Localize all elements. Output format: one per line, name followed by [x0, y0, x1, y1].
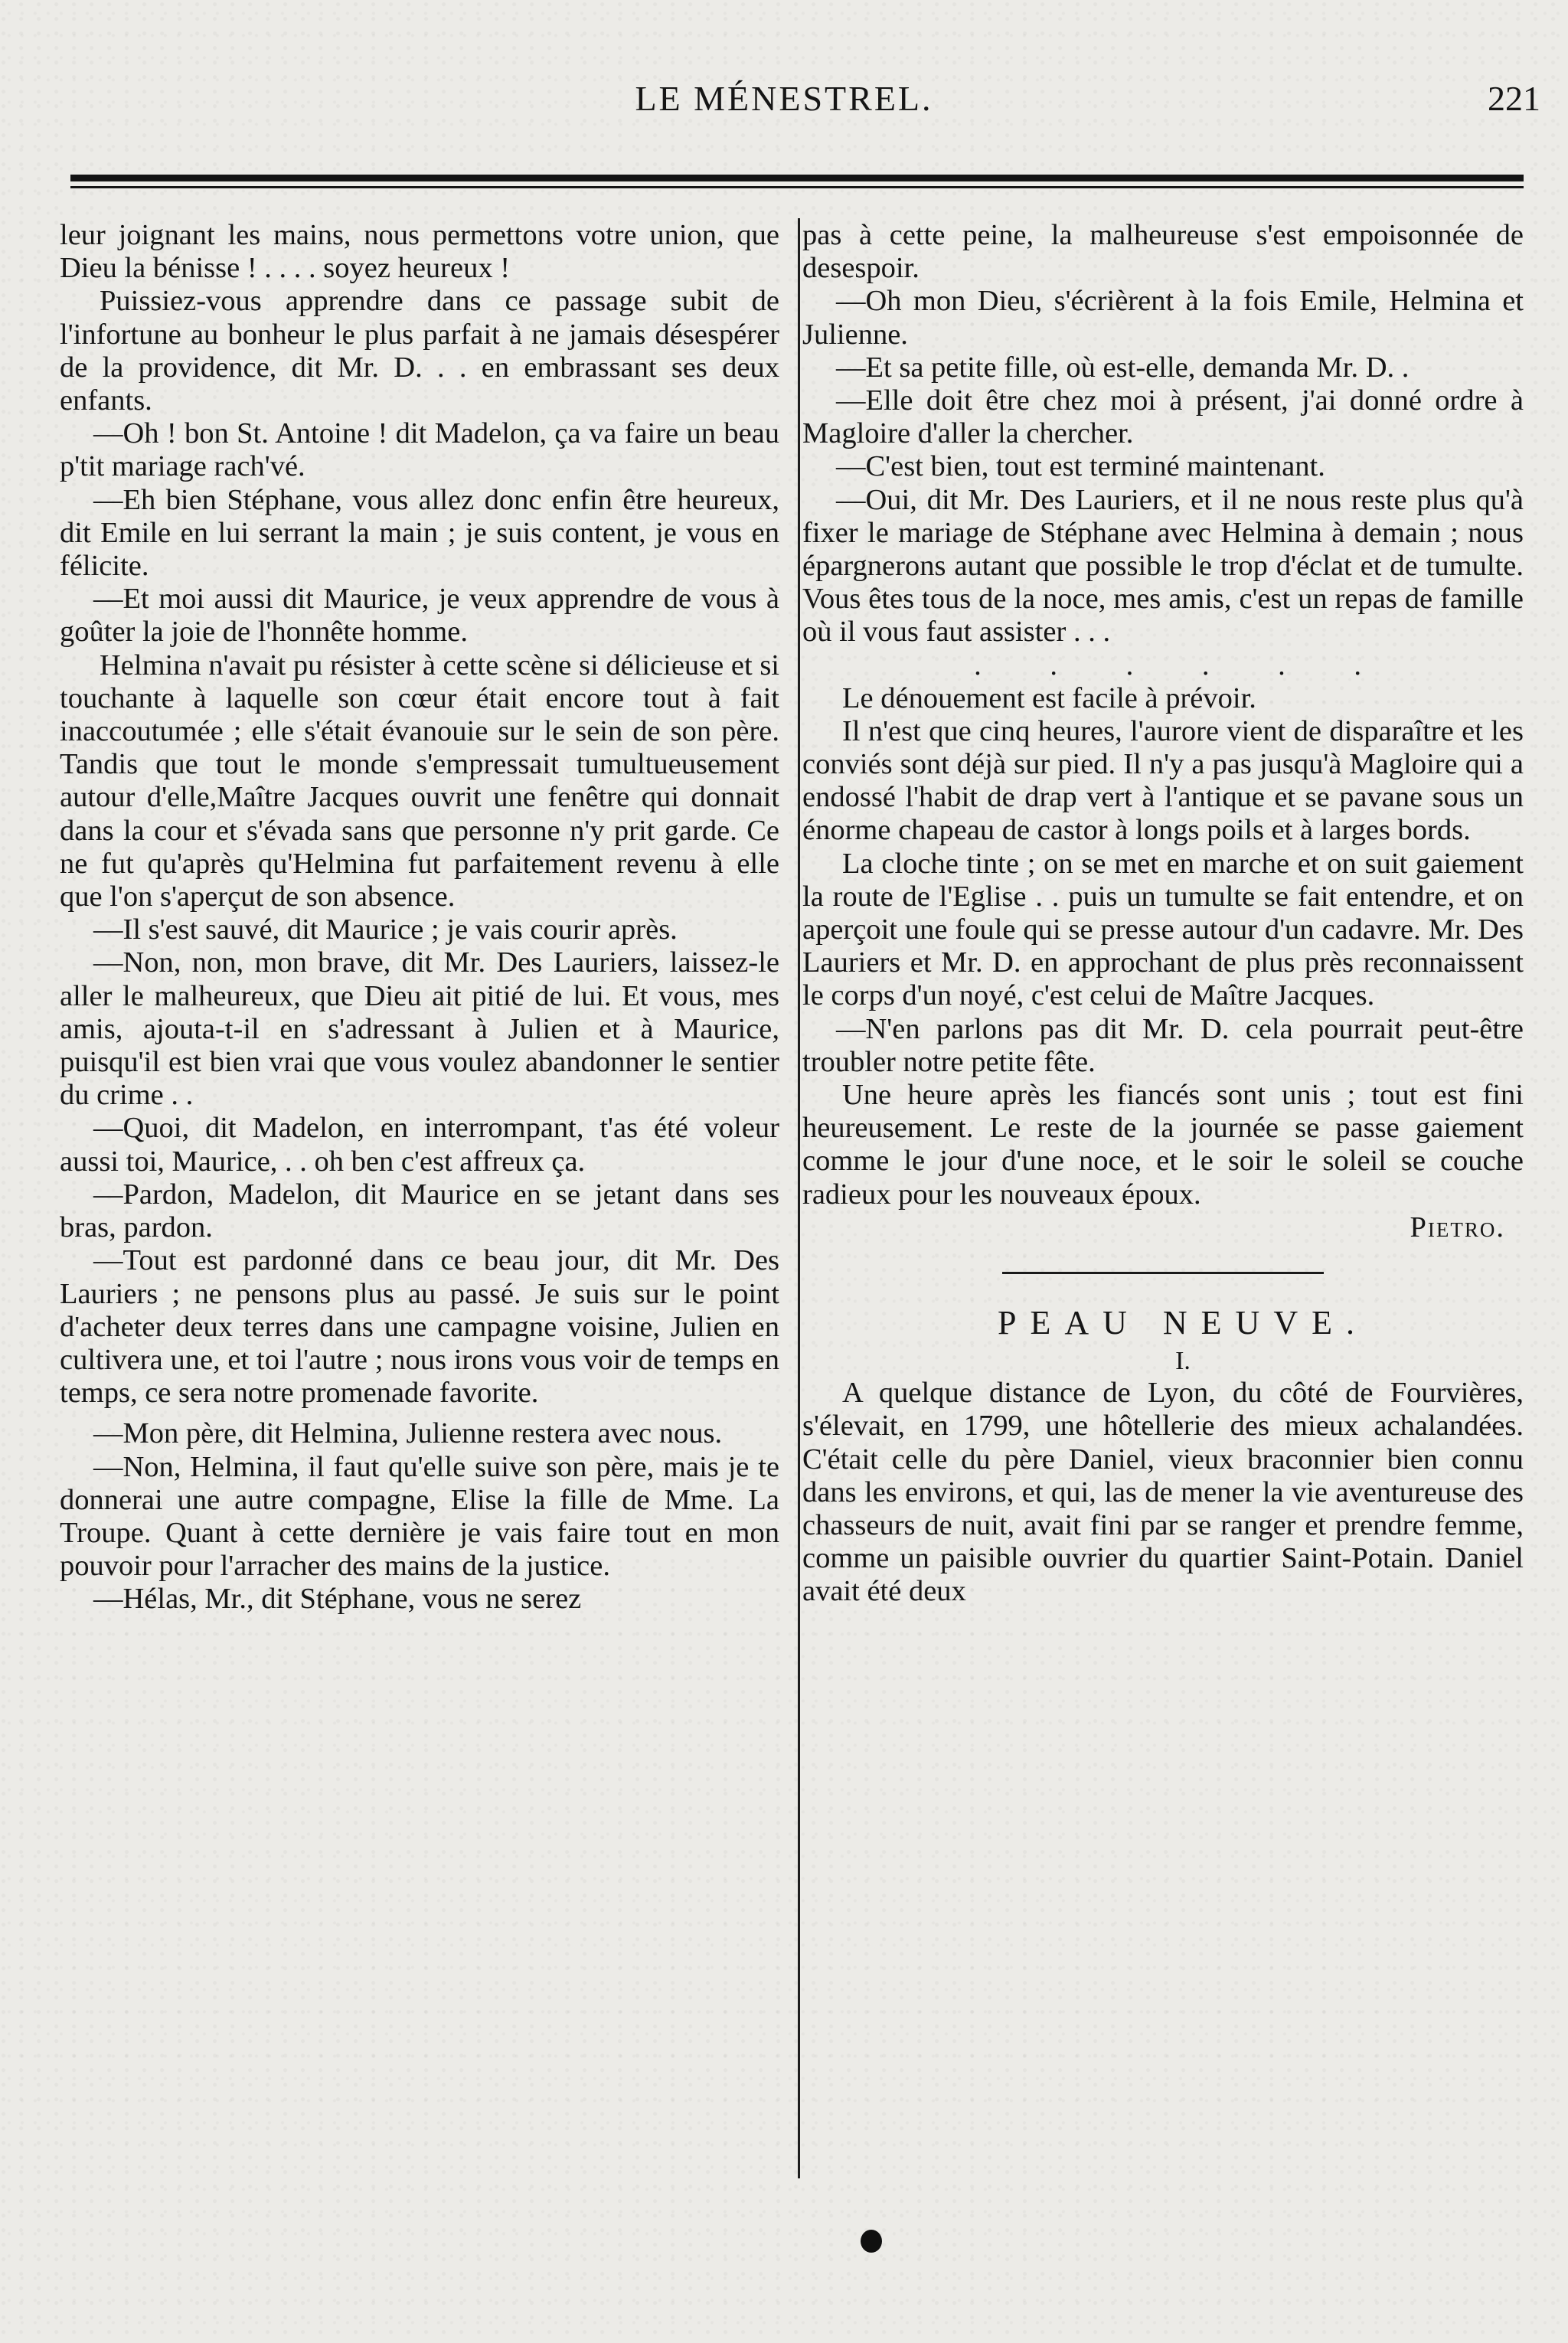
paragraph: —Et moi aussi dit Maurice, je veux apprendre de vous à goûter la joie de l'honnête homme.: [60, 583, 779, 649]
paragraph: —Et sa petite fille, où est-elle, demanda Mr. D. .: [836, 351, 1410, 384]
header-rule-thick: [70, 175, 1524, 181]
section-divider: [1002, 1272, 1324, 1274]
paragraph: La cloche tinte ; on se met en marche et on suit gaiement la route de l'Eglise . . puis un tumulte se fait entendre, et on aperçoit une foule qui se presse autour d'un cadavre. Mr. Des Lauriers et Mr. D. en approchant de plus près reconnaissent le corps d'un noyé, c'est celui de Maître Jacques.: [802, 847, 1524, 1012]
paragraph: Il n'est que cinq heures, l'aurore vient de disparaître et les conviés sont déjà sur pied. Il n'y a pas jusqu'à Magloire qui a endossé l'habit de drap vert à l'antique et se pavane sous un énorme chapeau de castor à longs poils et à larges bords.: [802, 714, 1524, 847]
footer-ornament-dot: [861, 2230, 882, 2253]
paragraph: A quelque distance de Lyon, du côté de Fourvières, s'élevait, en 1799, une hôtellerie des mieux achalandées. C'était celle du père Daniel, vieux braconnier bien connu dans les environs, et qui, las de mener la vie aventureuse des chasseurs de nuit, avait fini par se ranger et prendre femme, comme un paisible ouvrier du quartier Saint-Potain. Daniel avait été deux: [802, 1377, 1524, 1608]
paragraph: Une heure après les fiancés sont unis ; tout est fini heureusement. Le reste de la journée se passe gaiement comme le jour d'une noce, et le soir le soleil se couche radieux pour les nouveaux époux.: [802, 1079, 1524, 1211]
paragraph: —Mon père, dit Helmina, Julienne restera avec nous.: [93, 1417, 723, 1450]
header-rule-thin: [70, 186, 1524, 188]
paragraph: —Oh mon Dieu, s'écrièrent à la fois Emile, Helmina et Julienne.: [802, 285, 1524, 351]
ellipsis-separator: . . . . . .: [974, 649, 1392, 681]
journal-title: LE MÉNESTREL.: [635, 79, 933, 118]
paragraph: Helmina n'avait pu résister à cette scène si délicieuse et si touchante à laquelle son cœur était encore tout à fait inaccoutumée ; elle s'était évanouie sur le sein de son père. Tandis que tout le monde s'empressait tumultueusement autour d'elle,Maître Jacques ouvrit une fenêtre qui donnait dans la cour et s'évada sans que personne n'y prit garde. Ce ne fut qu'après qu'Helmina fut parfaitement revenu à elle que l'on s'aperçut de son absence.: [60, 649, 779, 913]
paragraph: —Tout est pardonné dans ce beau jour, dit Mr. Des Lauriers ; ne pensons plus au passé. Je suis sur le point d'acheter deux terres dans une campagne voisine, Julien en cultivera une, et toi l'autre ; nous irons vous voir de temps en temps, ce sera notre promenade favorite.: [60, 1244, 779, 1410]
author-signature: Pietro.: [1410, 1211, 1505, 1243]
paragraph: —Il s'est sauvé, dit Maurice ; je vais courir après.: [93, 913, 678, 946]
chapter-number: I.: [1175, 1347, 1191, 1376]
paragraph: —Oui, dit Mr. Des Lauriers, et il ne nous reste plus qu'à fixer le mariage de Stéphane avec Helmina à demain ; nous épargnerons autant que possible le trop d'éclat et de tumulte. Vous êtes tous de la noce, mes amis, c'est un repas de famille où il vous faut assister . . .: [802, 483, 1524, 649]
paragraph: —Non, Helmina, il faut qu'elle suive son père, mais je te donnerai une autre compagne, Elise la fille de Mme. La Troupe. Quant à cette dernière je vais faire tout en mon pouvoir pour l'arracher des mains de la justice.: [60, 1450, 779, 1583]
paragraph: —Hélas, Mr., dit Stéphane, vous ne serez: [93, 1583, 582, 1616]
paragraph: —Quoi, dit Madelon, en interrompant, t'as été voleur aussi toi, Maurice, . . oh ben c'est affreux ça.: [60, 1112, 779, 1178]
paragraph: —Elle doit être chez moi à présent, j'ai donné ordre à Magloire d'aller la chercher.: [802, 384, 1524, 450]
paragraph: —Non, non, mon brave, dit Mr. Des Lauriers, laissez-le aller le malheureux, que Dieu ait pitié de lui. Et vous, mes amis, ajouta-t-il en s'adressant à Julien et à Maurice, puisqu'il est bien vrai que vous voulez abandonner le sentier du crime . .: [60, 946, 779, 1112]
paragraph: leur joignant les mains, nous permettons votre union, que Dieu la bénisse ! . . . . soyez heureux !: [60, 219, 779, 285]
paragraph: pas à cette peine, la malheureuse s'est empoisonnée de desespoir.: [802, 219, 1524, 285]
paragraph: —N'en parlons pas dit Mr. D. cela pourrait peut-être troubler notre petite fête.: [802, 1012, 1524, 1078]
column-divider: [798, 218, 800, 2178]
paragraph: —C'est bien, tout est terminé maintenant.: [836, 450, 1325, 483]
paragraph: Puissiez-vous apprendre dans ce passage subit de l'infortune au bonheur le plus parfait à ne jamais désespérer de la providence, dit Mr. D. . . en embrassant ses deux enfants.: [60, 285, 779, 417]
page-header: [0, 70, 1568, 116]
left-column: [60, 219, 779, 1616]
paragraph: Le dénouement est facile à prévoir.: [842, 681, 1256, 714]
paragraph: —Eh bien Stéphane, vous allez donc enfin être heureux, dit Emile en lui serrant la main ; je suis content, je vous en félicite.: [60, 483, 779, 583]
section-title: PEAU NEUVE.: [998, 1304, 1368, 1342]
right-column: [802, 219, 1524, 1609]
page-number: 221: [1488, 79, 1540, 118]
paragraph: —Pardon, Madelon, dit Maurice en se jetant dans ses bras, pardon.: [60, 1178, 779, 1244]
paragraph: —Oh ! bon St. Antoine ! dit Madelon, ça va faire un beau p'tit mariage rach'vé.: [60, 417, 779, 483]
